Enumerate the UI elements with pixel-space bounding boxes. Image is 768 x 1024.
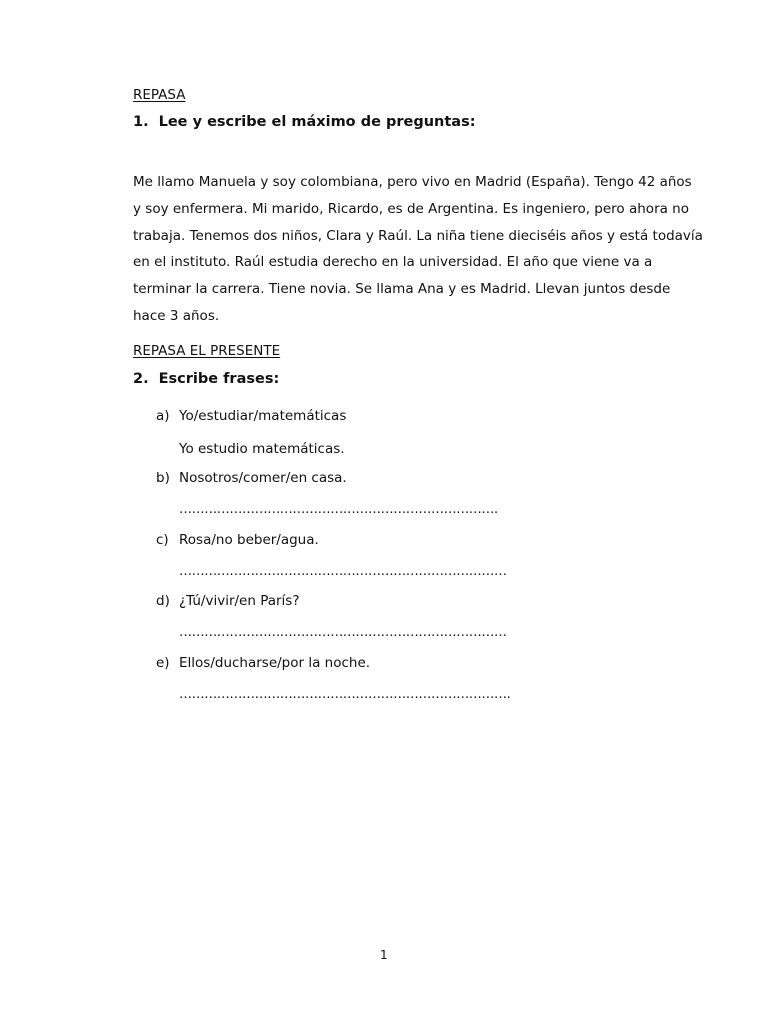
- section-1-heading: [133, 114, 476, 130]
- exercise-item-answer-line: …………………………………………………………………….: [179, 687, 511, 702]
- exercise-item-answer: Yo estudio matemáticas.: [179, 441, 345, 457]
- section-1-number: 1.: [133, 114, 149, 130]
- paragraph-line: hace 3 años.: [133, 307, 220, 324]
- exercise-item-marker: e): [156, 655, 170, 671]
- paragraph-line: terminar la carrera. Tiene novia. Se llama Ana y es Madrid. Llevan juntos desde: [133, 281, 671, 298]
- paragraph-line: trabaja. Tenemos dos niños, Clara y Raúl. La niña tiene dieciséis años y está todavía: [133, 227, 703, 244]
- section-1-label: REPASA: [133, 87, 186, 103]
- section-1-title: Lee y escribe el máximo de preguntas:: [158, 114, 476, 130]
- page-number: 1: [380, 948, 388, 962]
- paragraph-line: Me llamo Manuela y soy colombiana, pero vivo en Madrid (España). Tengo 42 años: [133, 174, 692, 190]
- exercise-item-answer-line: ………………………………………………………………….: [179, 502, 498, 517]
- section-2-number: 2.: [133, 371, 149, 387]
- paragraph-line: y soy enfermera. Mi marido, Ricardo, es de Argentina. Es ingeniero, pero ahora no: [133, 200, 689, 217]
- exercise-item-marker: b): [156, 470, 170, 486]
- exercise-item-marker: d): [156, 593, 170, 609]
- section-2-label: REPASA EL PRESENTE: [133, 343, 281, 359]
- exercise-item-prompt: Ellos/ducharse/por la noche.: [179, 655, 371, 671]
- reading-paragraph: [133, 171, 703, 332]
- section-2-heading: [133, 371, 279, 387]
- exercise-item-answer-line: ……………………………………………………………………: [179, 564, 507, 579]
- exercise-item-prompt: Rosa/no beber/agua.: [179, 532, 319, 548]
- exercise-item-prompt: Yo/estudiar/matemáticas: [179, 408, 347, 424]
- paragraph-line: en el instituto. Raúl estudia derecho en la universidad. El año que viene va a: [133, 254, 653, 271]
- section-2-title: Escribe frases:: [158, 371, 280, 387]
- exercise-item-marker: c): [156, 532, 169, 548]
- exercise-item-prompt: ¿Tú/vivir/en París?: [179, 593, 300, 609]
- exercise-item-prompt: Nosotros/comer/en casa.: [179, 470, 347, 486]
- exercise-item-marker: a): [156, 408, 170, 424]
- exercise-item-answer-line: ……………………………………………………………………: [179, 625, 507, 640]
